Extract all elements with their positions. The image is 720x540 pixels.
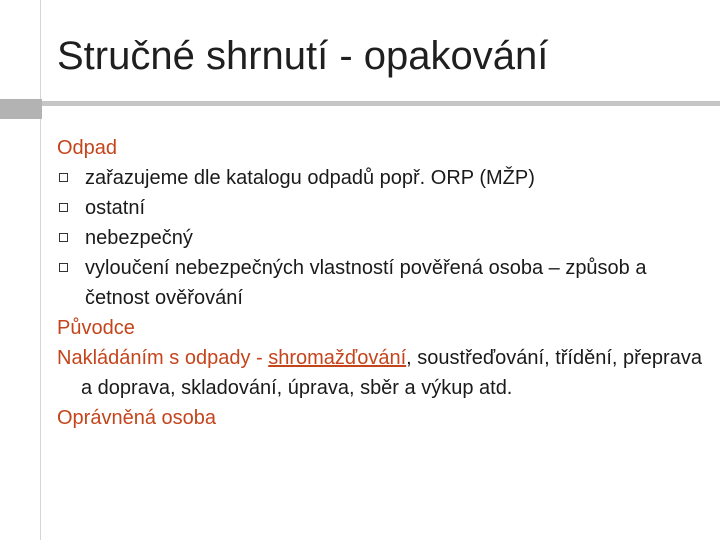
nakladani-paragraph [57,343,707,403]
square-bullet-icon [59,263,68,272]
square-bullet-icon [59,233,68,242]
shromazdovani-link[interactable]: shromažďování [268,347,407,369]
nakladani-dash: - [250,347,269,369]
bullet-text: vyloučení nebezpečných vlastností pověřená osoba – způsob a četnost ověřování [85,257,647,309]
bullet-text: zařazujeme dle katalogu odpadů popř. ORP (MŽP) [85,167,535,189]
heading-puvodce: Původce [57,317,135,339]
bullet-item [57,253,707,313]
bullet-item [57,163,707,193]
square-bullet-icon [59,173,68,182]
rule-accent-block [0,99,42,119]
bullet-text: nebezpečný [85,227,193,249]
slide-title: Stručné shrnutí - opakování [57,34,549,78]
slide-body [57,133,707,433]
heading-opravnena-osoba: Oprávněná osoba [57,407,217,429]
nakladani-label: Nakládáním s odpady [57,347,251,369]
heading-odpad: Odpad [57,137,118,159]
bullet-item [57,193,707,223]
left-vertical-line [40,0,41,540]
bullet-item [57,223,707,253]
bullet-text: ostatní [85,197,146,219]
square-bullet-icon [59,203,68,212]
title-divider [42,101,720,106]
nakladani-rest: , soustřeďování, třídění, přeprava a doprava, skladování, úprava, sběr a výkup atd. [81,347,702,399]
